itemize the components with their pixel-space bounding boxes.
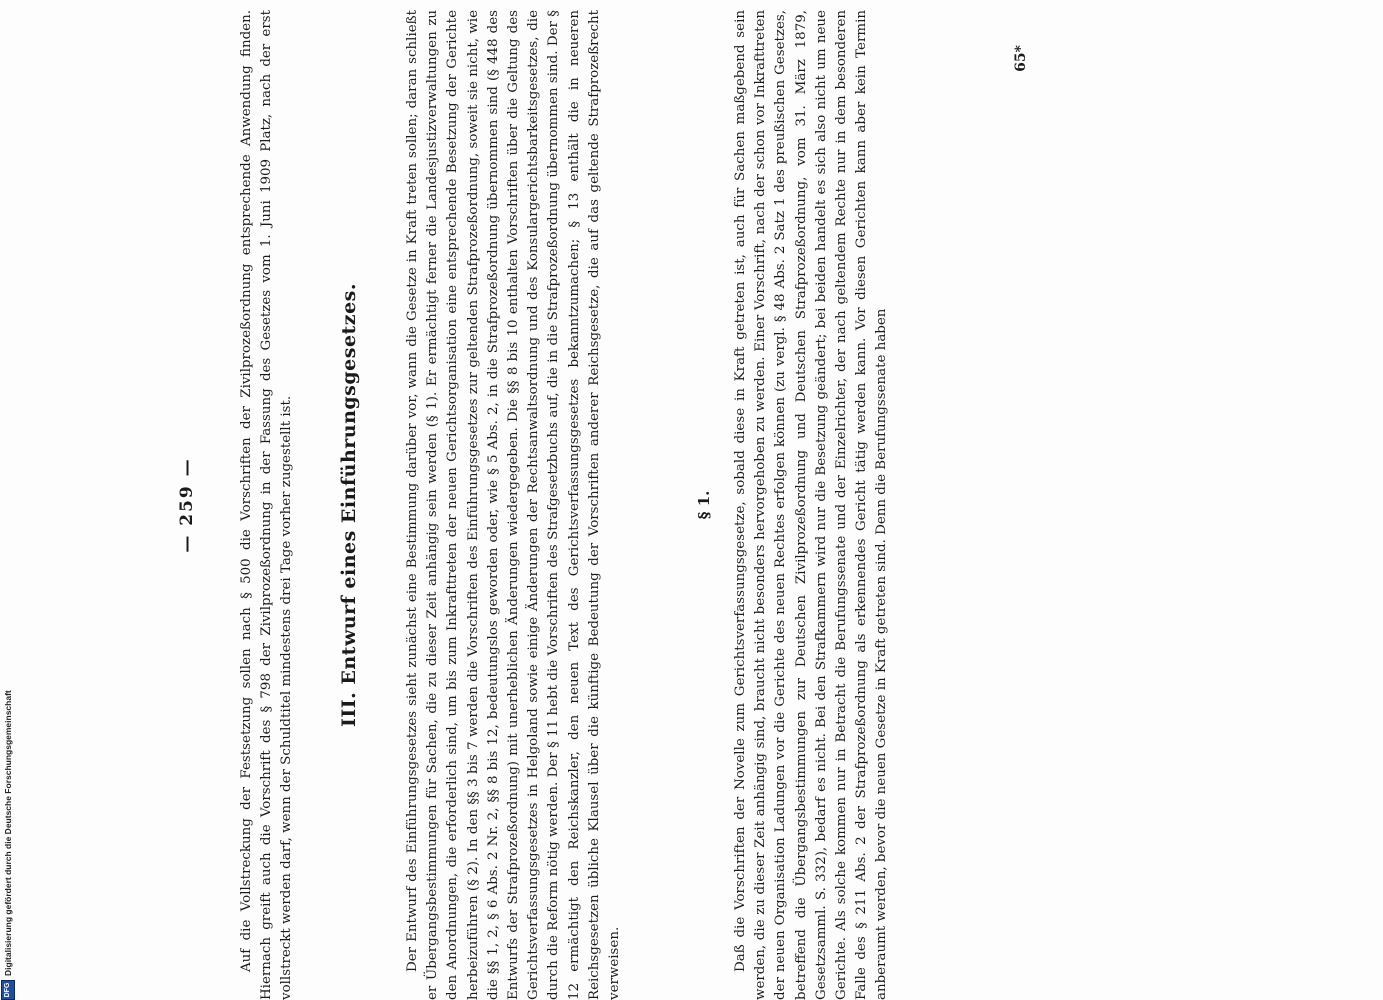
section-paragraph-text: Daß die Vorschriften der Novelle zum Gerichtsverfassungsgesetze, sobald diese in Kraft getreten ist, auch für Sachen maßgebend sein werden, die zu dieser Zeit anhängig sind, braucht nicht besonders hervorgehoben zu werden. Einer Vorschrift, nach der schon vor Inkrafttreten der neuen Organisation Ladungen vor die Gerichte des neuen Rechtes erfolgen können (zu vergl. § 48 Abs. 2 Satz 1 des preußischen Gesetzes, betreffend die Übergangsbestimmungen zur Deutschen Zivilprozeßordnung und Deutschen Strafprozeßordnung, vom 31. März 1879, Gesetzsamml. S. 332), bedarf es nicht. Bei den Strafkammern wird nur die Besetzung geändert; bei beiden handelt es sich also nicht um neue Gerichte. Als solche kommen nur in Betracht die Berufungssenate und der Einzelrichter, der nach geltendem Rechte nur in dem besonderen Falle des § 211 Abs. 2 der Strafprozeßordnung als erkennendes Gericht tätig werden kann. Vor diesen Gerichten kann aber kein Termin anberaumt werden, bevor die neuen Gesetze in Kraft getreten sind. Denn die Berufungssenate haben (733, 10, 890, 1000)
section-heading: III. Entwurf eines Einführungsgesetzes. (338, 283, 360, 728)
section-paragraph (731, 10, 893, 1000)
signature-mark: 65* (1013, 45, 1029, 72)
section-number: § 1. (695, 490, 713, 520)
rotated-text-block (177, 10, 1225, 1000)
dfg-logo: DFG (1, 980, 15, 1000)
main-paragraph (403, 10, 625, 1000)
intro-paragraph (237, 10, 298, 1000)
intro-paragraph-text: Auf die Vollstreckung der Festsetzung sollen nach § 500 die Vorschriften der Zivilprozeßordnung entsprechende Anwendung finden. Hiernach greift auch die Vorschrift des § 798 der Zivilprozeßordnung in der Fassung des Gesetzes vom 1. Juni 1909 Platz, nach der erst vollstreckt werden darf, wenn der Schuldtitel mindestens drei Tage vorher zugestellt ist. (239, 10, 295, 1000)
digitization-credit-text: Digitalisierung gefördert durch die Deutsche Forschungsgemeinschaft (3, 690, 13, 976)
digitization-credit (0, 600, 16, 1000)
page-number: — 259 — (177, 457, 197, 553)
main-paragraph-text: Der Entwurf des Einführungsgesetzes sieht zunächst eine Bestimmung darüber vor, wann die Gesetze in Kraft treten sollen; daran schließt er Übergangsbestimmungen für Sachen, die zu dieser Zeit anhängig sein werden (§ 1). Er ermächtigt ferner die Landesjustizverwaltungen zu den Anordnungen, die erforderlich sind, um bis zum Inkrafttreten der neuen Gerichtsorganisation eine entsprechende Besetzung der Gerichte herbeizuführen (§ 2). In den §§ 3 bis 7 werden die Vorschriften des Einführungsgesetzes zur geltenden Strafprozeßordnung, soweit sie nicht, wie die §§ 1, 2, § 6 Abs. 2 Nr. 2, §§ 8 bis 12, bedeutungslos geworden oder, wie § 5 Abs. 2, in die Strafprozeßordnung übernommen sind (§ 448 des Entwurfs der Strafprozeßordnung) mit unerheblichen Änderungen wiedergegeben. Die §§ 8 bis 10 enthalten Vorschriften über die Geltung des Gerichtsverfassungsgesetzes in Helgoland sowie einige Änderungen der Rechtsanwaltsordnung und des Konsulargerichtsbarkeitsgesetzes, die durch die Reform nötig werden. Der § 11 hebt die Vorschriften des Strafgesetzbuchs auf, die in die Strafprozeßordnung übernommen sind. Der § 12 ermächtigt den Reichskanzler, den neuen Text des Gerichtsverfassungsgesetzes bekanntzumachen; § 13 enthält die in neueren Reichsgesetzen übliche Klausel über die künftige Bedeutung der Vorschriften anderer Reichsgesetze, die auf das geltende Strafprozeßrecht verweisen. (405, 10, 623, 1000)
